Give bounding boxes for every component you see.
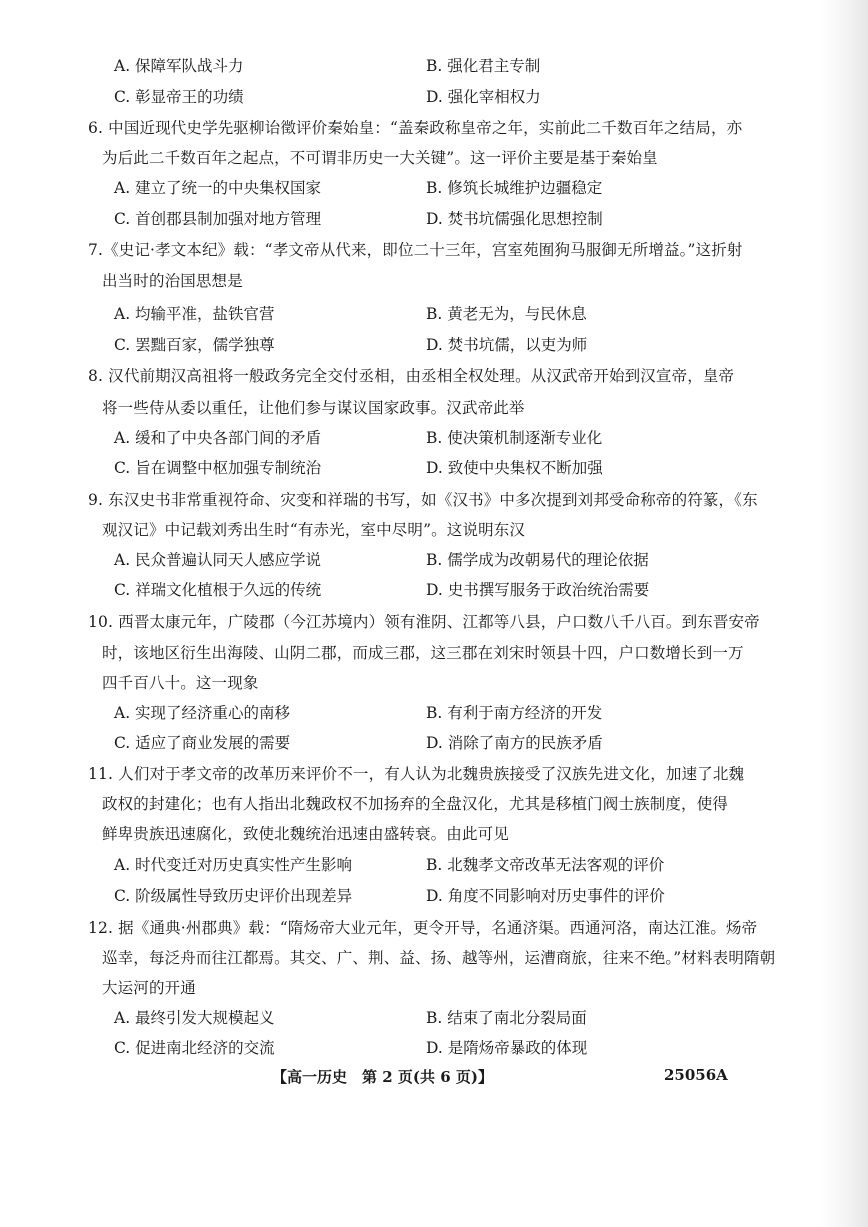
q5-option-c[interactable]: C. 彰显帝王的功绩 xyxy=(114,88,244,106)
q9-stem-line-2: 观汉记》中记载刘秀出生时“有赤光，室中尽明”。这说明东汉 xyxy=(102,521,526,539)
q7-option-d[interactable]: D. 焚书坑儒，以吏为师 xyxy=(426,336,588,354)
q8-option-d[interactable]: D. 致使中央集权不断加强 xyxy=(426,459,603,477)
q7-stem-line-1: 7.《史记·孝文本纪》载：“孝文帝从代来，即位二十三年，宫室苑囿狗马服御无所增益。”这折射 xyxy=(88,241,743,259)
q8-option-c[interactable]: C. 旨在调整中枢加强专制统治 xyxy=(114,459,322,477)
q9-option-b[interactable]: B. 儒学成为改朝易代的理论依据 xyxy=(426,551,649,569)
q8-stem-line-2: 将一些侍从委以重任，让他们参与谋议国家政事。汉武帝此举 xyxy=(102,399,525,417)
q12-stem-line-1: 12. 据《通典·州郡典》载：“隋炀帝大业元年，更令开导，名通济渠。西通河洛，南达江淮。炀帝 xyxy=(88,919,758,937)
q11-option-c[interactable]: C. 阶级属性导致历史评价出现差异 xyxy=(114,887,353,905)
q11-option-d[interactable]: D. 角度不同影响对历史事件的评价 xyxy=(426,887,665,905)
exam-code: 25056A xyxy=(664,1066,728,1084)
q10-option-b[interactable]: B. 有利于南方经济的开发 xyxy=(426,704,603,722)
q12-option-c[interactable]: C. 促进南北经济的交流 xyxy=(114,1039,275,1057)
q11-option-a[interactable]: A. 时代变迁对历史真实性产生影响 xyxy=(114,856,353,874)
q10-option-a[interactable]: A. 实现了经济重心的南移 xyxy=(114,704,291,722)
q7-option-a[interactable]: A. 均输平准，盐铁官营 xyxy=(114,305,275,323)
q6-option-a[interactable]: A. 建立了统一的中央集权国家 xyxy=(114,179,322,197)
q5-option-d[interactable]: D. 强化宰相权力 xyxy=(426,88,541,106)
q12-stem-line-3: 大运河的开通 xyxy=(102,979,196,997)
q6-stem-line-2: 为后此二千数百年之起点，不可谓非历史一大关键”。这一评价主要是基于秦始皇 xyxy=(102,149,658,167)
q9-option-d[interactable]: D. 史书撰写服务于政治统治需要 xyxy=(426,581,650,599)
q9-option-a[interactable]: A. 民众普遍认同天人感应学说 xyxy=(114,551,322,569)
q12-option-b[interactable]: B. 结束了南北分裂局面 xyxy=(426,1009,587,1027)
q12-stem-line-2: 巡幸，每泛舟而往江都焉。其交、广、荆、益、扬、越等州，运漕商旅，往来不绝。”材料表明隋朝 xyxy=(102,949,776,967)
q6-option-c[interactable]: C. 首创郡县制加强对地方管理 xyxy=(114,210,322,228)
q8-option-b[interactable]: B. 使决策机制逐渐专业化 xyxy=(426,429,603,447)
q12-option-a[interactable]: A. 最终引发大规模起义 xyxy=(114,1009,275,1027)
q5-option-b[interactable]: B. 强化君主专制 xyxy=(426,57,541,75)
q7-option-c[interactable]: C. 罢黜百家，儒学独尊 xyxy=(114,336,275,354)
q10-stem-line-3: 四千百八十。这一现象 xyxy=(102,674,259,692)
q10-option-c[interactable]: C. 适应了商业发展的需要 xyxy=(114,734,291,752)
scan-edge-shadow xyxy=(820,0,868,1227)
q10-stem-line-2: 时，该地区衍生出海陵、山阴二郡，而成三郡，这三郡在刘宋时领县十四，户口数增长到一万 xyxy=(102,644,744,662)
q7-stem-line-2: 出当时的治国思想是 xyxy=(102,272,243,290)
q7-option-b[interactable]: B. 黄老无为，与民休息 xyxy=(426,305,587,323)
q5-option-a[interactable]: A. 保障军队战斗力 xyxy=(114,57,244,75)
q12-option-d[interactable]: D. 是隋炀帝暴政的体现 xyxy=(426,1039,588,1057)
q8-stem-line-1: 8. 汉代前期汉高祖将一般政务完全交付丞相，由丞相全权处理。从汉武帝开始到汉宣帝，皇帝 xyxy=(88,367,735,385)
page-footer-label: 【高一历史 第 2 页(共 6 页)】 xyxy=(272,1068,493,1086)
q10-stem-line-1: 10. 西晋太康元年，广陵郡（今江苏境内）领有淮阴、江都等八县，户口数八千八百。到东晋安帝 xyxy=(88,613,760,631)
q10-option-d[interactable]: D. 消除了南方的民族矛盾 xyxy=(426,734,603,752)
q11-stem-line-3: 鲜卑贵族迅速腐化，致使北魏统治迅速由盛转衰。由此可见 xyxy=(102,825,509,843)
q6-stem-line-1: 6. 中国近现代史学先驱柳诒徵评价秦始皇：“盖秦政称皇帝之年，实前此二千数百年之结局，亦 xyxy=(88,119,743,137)
q9-option-c[interactable]: C. 祥瑞文化植根于久远的传统 xyxy=(114,581,322,599)
q9-stem-line-1: 9. 东汉史书非常重视符命、灾变和祥瑞的书写，如《汉书》中多次提到刘邦受命称帝的符篆，《东 xyxy=(88,491,758,509)
q11-stem-line-1: 11. 人们对于孝文帝的改革历来评价不一，有人认为北魏贵族接受了汉族先进文化，加速了北魏 xyxy=(88,765,745,783)
q8-option-a[interactable]: A. 缓和了中央各部门间的矛盾 xyxy=(114,429,322,447)
q11-stem-line-2: 政权的封建化；也有人指出北魏政权不加扬弃的全盘汉化，尤其是移植门阀士族制度，使得 xyxy=(102,795,729,813)
q6-option-d[interactable]: D. 焚书坑儒强化思想控制 xyxy=(426,210,603,228)
q6-option-b[interactable]: B. 修筑长城维护边疆稳定 xyxy=(426,179,603,197)
q11-option-b[interactable]: B. 北魏孝文帝改革无法客观的评价 xyxy=(426,856,665,874)
